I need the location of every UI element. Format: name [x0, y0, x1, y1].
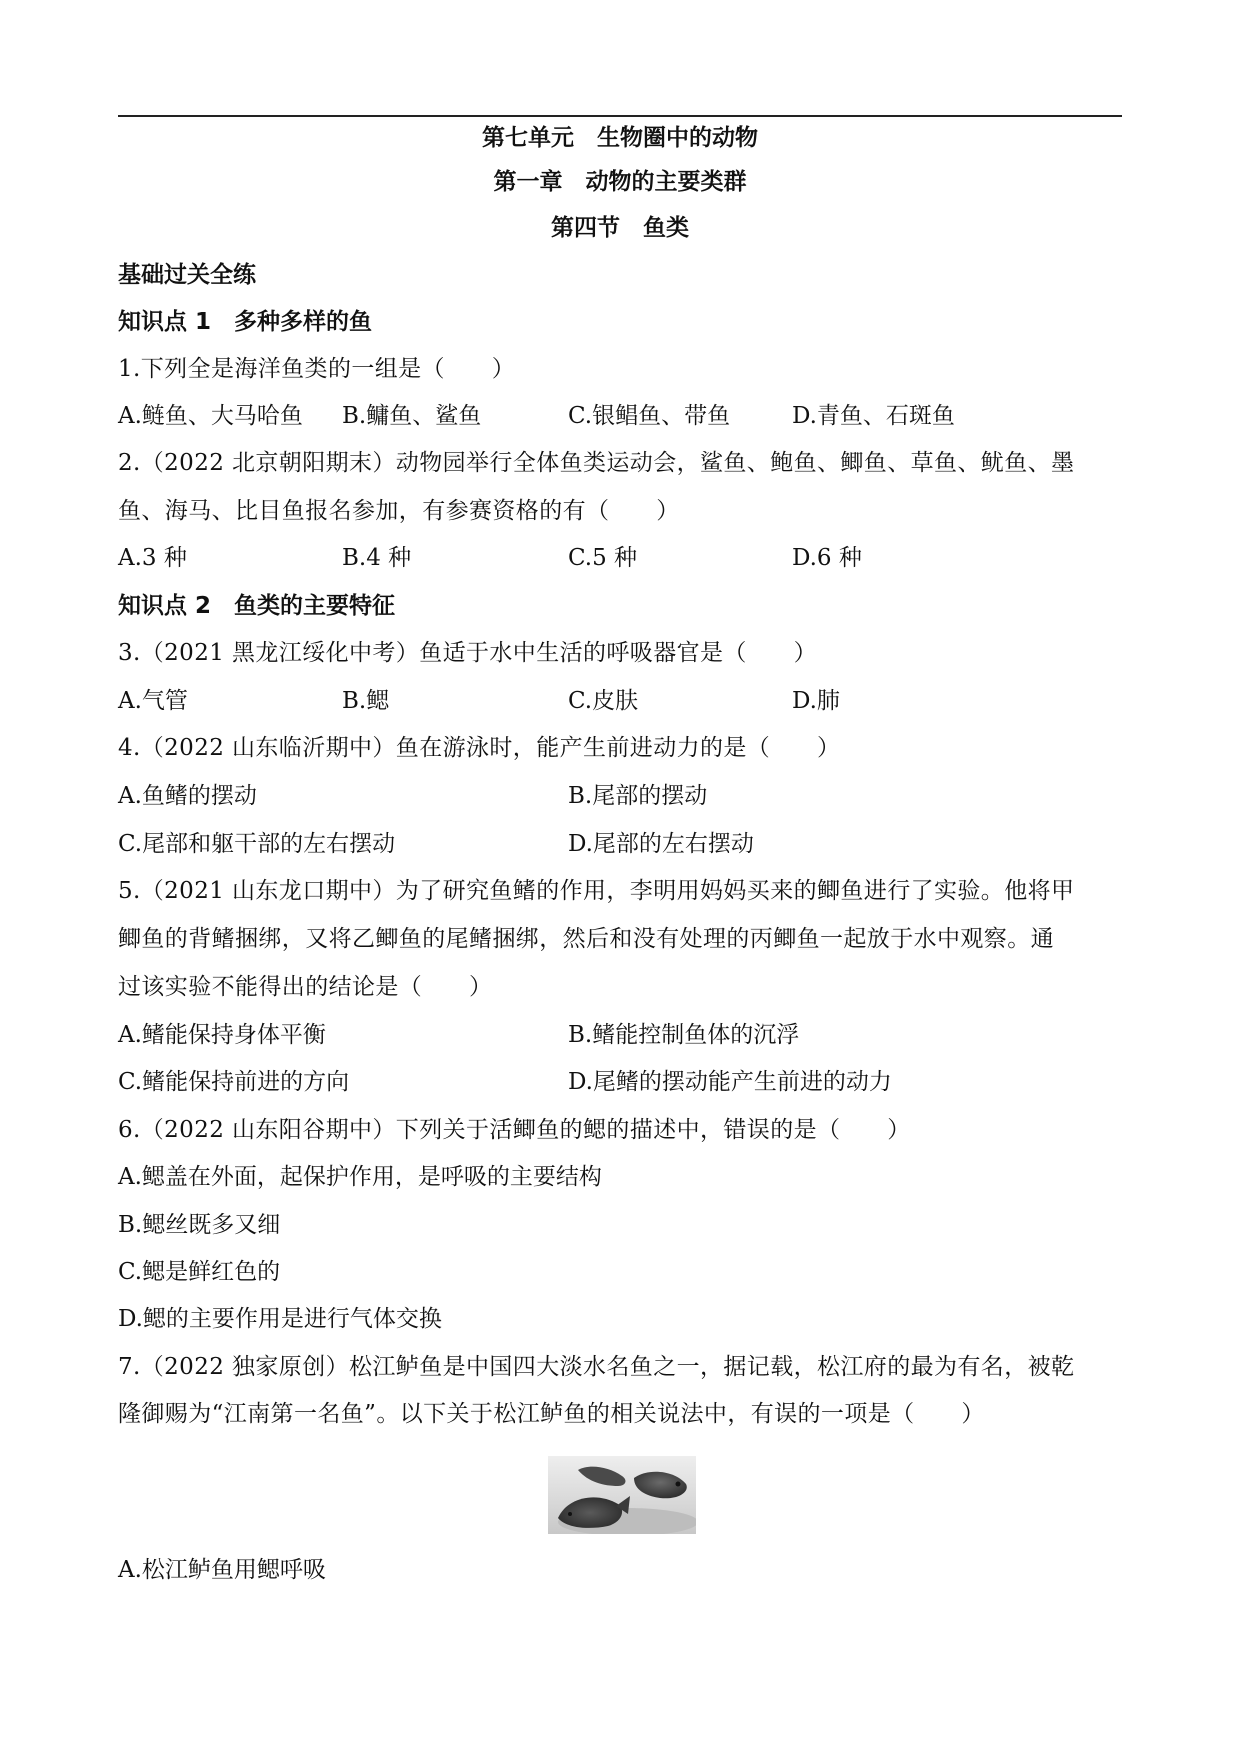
question-4-stem: 4.（2022 山东临沂期中）鱼在游泳时，能产生前进动力的是（ ）	[118, 735, 841, 761]
q5-option-c: C.鳍能保持前进的方向	[118, 1069, 350, 1095]
question-5-stem-line-2: 鲫鱼的背鳍捆绑，又将乙鲫鱼的尾鳍捆绑，然后和没有处理的丙鲫鱼一起放于水中观察。通	[118, 926, 1054, 952]
question-5-stem-line-1: 5.（2021 山东龙口期中）为了研究鱼鳍的作用，李明用妈妈买来的鲫鱼进行了实验。他将甲	[118, 878, 1075, 904]
knowledge-point-1: 知识点 1 多种多样的鱼	[118, 309, 373, 335]
q6-option-c: C.鳃是鲜红色的	[118, 1259, 281, 1285]
question-2-stem-line-1: 2.（2022 北京朝阳期末）动物园举行全体鱼类运动会，鲨鱼、鲍鱼、鲫鱼、草鱼、鱿鱼、墨	[118, 450, 1075, 476]
q1-option-b: B.鳙鱼、鲨鱼	[342, 403, 482, 429]
q3-option-c: C.皮肤	[568, 688, 639, 714]
q3-option-a: A.气管	[118, 688, 188, 714]
unit-title: 第七单元 生物圈中的动物	[482, 125, 758, 151]
q1-option-c: C.银鲳鱼、带鱼	[568, 403, 731, 429]
top-rule	[118, 115, 1122, 117]
q3-option-b: B.鳃	[342, 688, 390, 714]
q2-option-a: A.3 种	[118, 545, 187, 571]
question-2-stem-line-2: 鱼、海马、比目鱼报名参加，有参赛资格的有（ ）	[118, 498, 680, 524]
q6-option-a: A.鳃盖在外面，起保护作用，是呼吸的主要结构	[118, 1164, 602, 1190]
q1-option-a: A.鲢鱼、大马哈鱼	[118, 403, 303, 429]
q5-option-d: D.尾鳍的摆动能产生前进的动力	[568, 1069, 892, 1095]
q4-option-c: C.尾部和躯干部的左右摆动	[118, 831, 396, 857]
q2-option-b: B.4 种	[342, 545, 412, 571]
q6-option-b: B.鳃丝既多又细	[118, 1212, 281, 1238]
q4-option-b: B.尾部的摆动	[568, 783, 708, 809]
perch-fish-photo	[548, 1456, 696, 1534]
question-3-stem: 3.（2021 黑龙江绥化中考）鱼适于水中生活的呼吸器官是（ ）	[118, 640, 817, 666]
q5-option-a: A.鳍能保持身体平衡	[118, 1022, 326, 1048]
q6-option-d: D.鳃的主要作用是进行气体交换	[118, 1306, 442, 1332]
practice-heading: 基础过关全练	[118, 262, 256, 288]
q4-option-a: A.鱼鳍的摆动	[118, 783, 257, 809]
question-1-stem: 1.下列全是海洋鱼类的一组是（ ）	[118, 356, 516, 382]
q2-option-c: C.5 种	[568, 545, 638, 571]
q4-option-d: D.尾部的左右摆动	[568, 831, 754, 857]
q7-option-a: A.松江鲈鱼用鳃呼吸	[118, 1557, 326, 1583]
q5-option-b: B.鳍能控制鱼体的沉浮	[568, 1022, 800, 1048]
knowledge-point-2: 知识点 2 鱼类的主要特征	[118, 593, 396, 619]
q3-option-d: D.肺	[792, 688, 840, 714]
question-6-stem: 6.（2022 山东阳谷期中）下列关于活鲫鱼的鳃的描述中，错误的是（ ）	[118, 1117, 911, 1143]
q2-option-d: D.6 种	[792, 545, 862, 571]
fish-photo-illustration	[548, 1456, 696, 1534]
question-5-stem-line-3: 过该实验不能得出的结论是（ ）	[118, 974, 493, 1000]
question-7-stem-line-1: 7.（2022 独家原创）松江鲈鱼是中国四大淡水名鱼之一，据记载，松江府的最为有名，被乾	[118, 1354, 1075, 1380]
q1-option-d: D.青鱼、石斑鱼	[792, 403, 955, 429]
section-title: 第四节 鱼类	[551, 215, 689, 241]
question-7-stem-line-2: 隆御赐为“江南第一名鱼”。以下关于松江鲈鱼的相关说法中，有误的一项是（ ）	[118, 1401, 985, 1427]
chapter-title: 第一章 动物的主要类群	[493, 169, 747, 195]
